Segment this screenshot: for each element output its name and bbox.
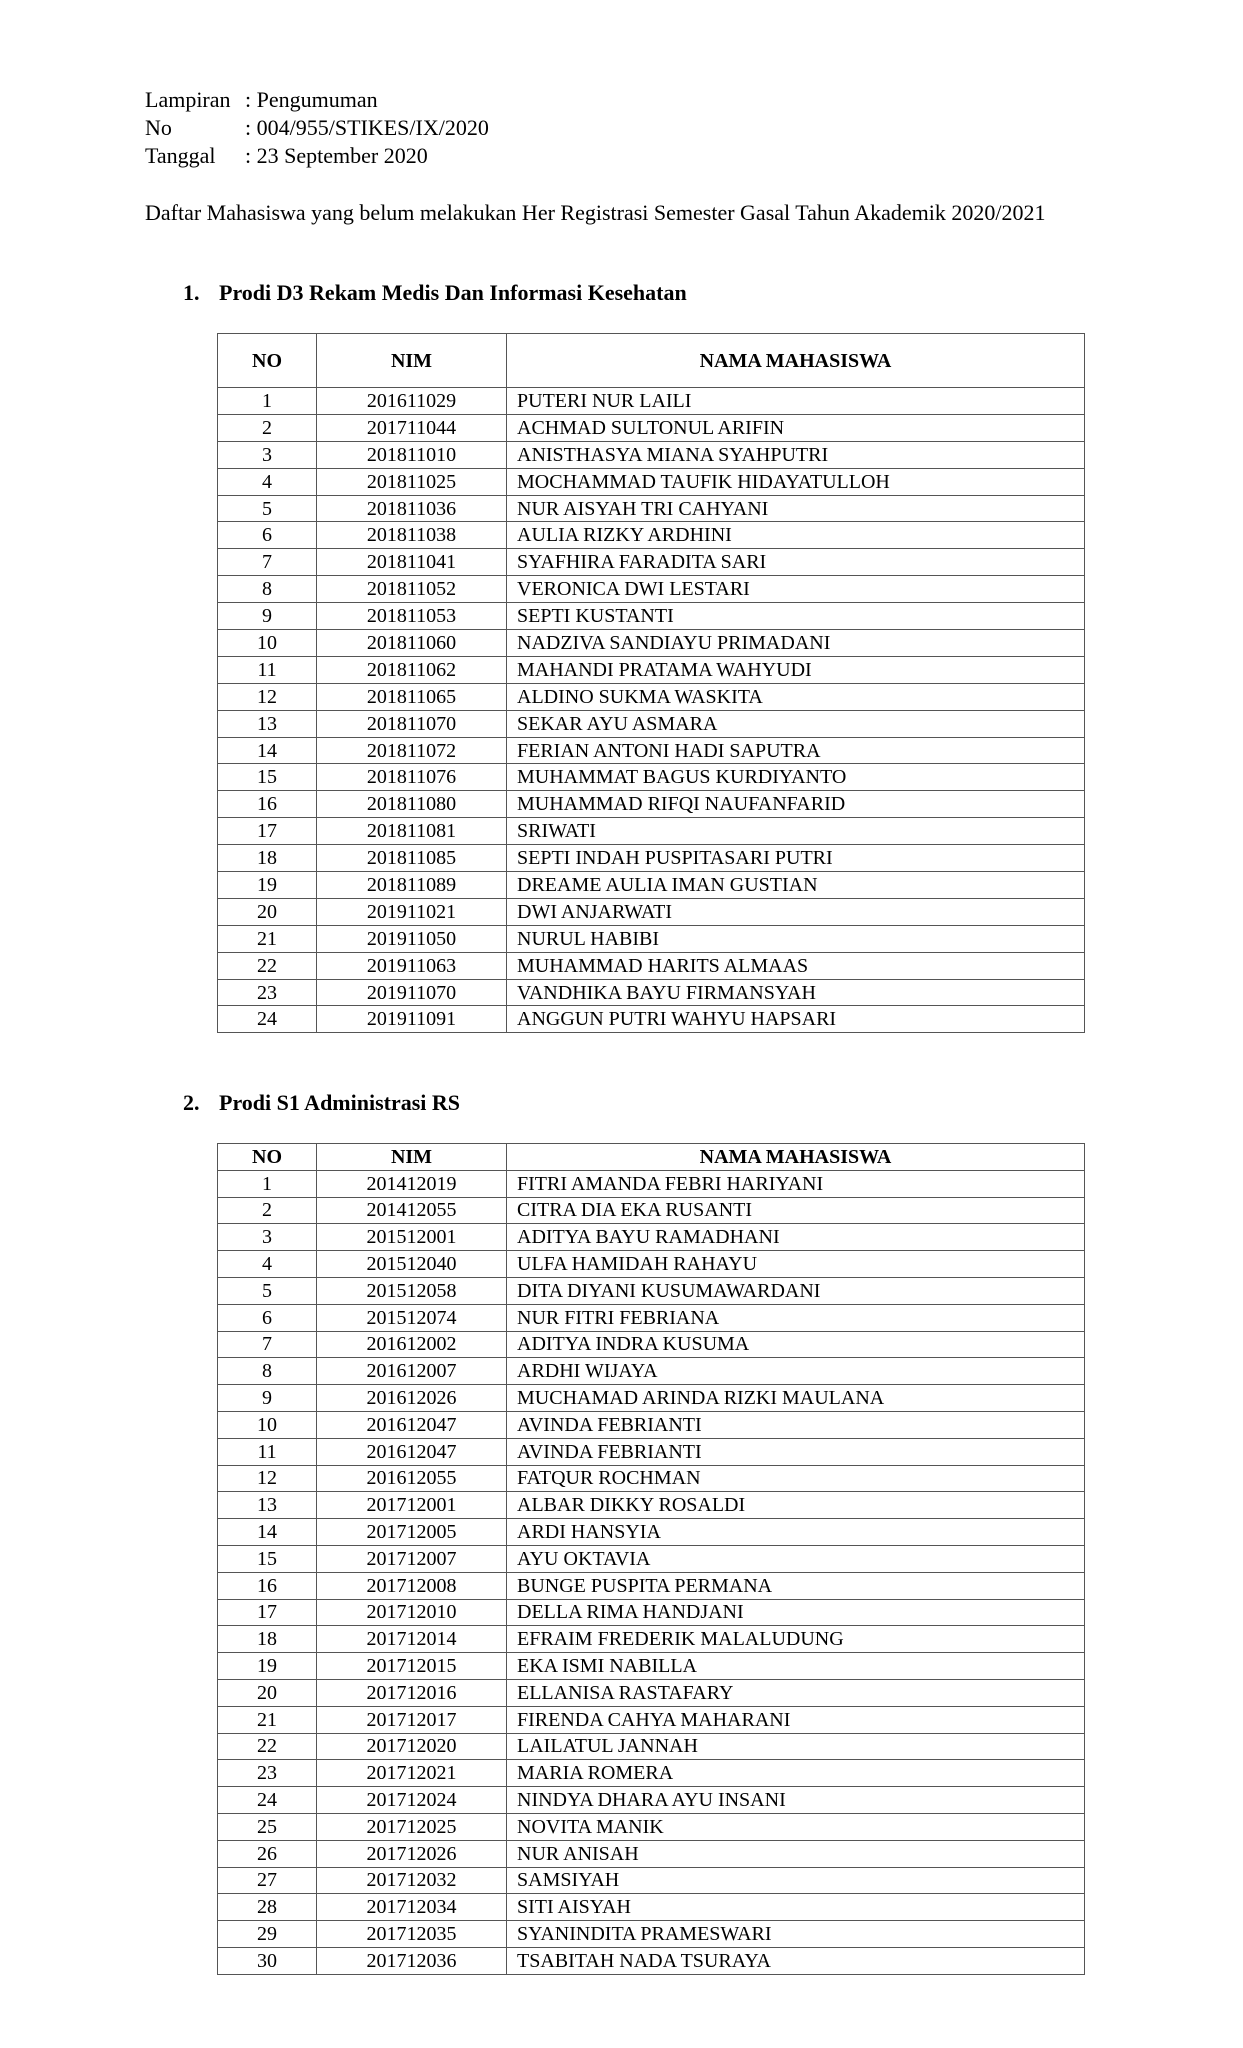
student-nim: 201911063	[317, 952, 507, 979]
student-nim: 201811085	[317, 845, 507, 872]
student-nim: 201911021	[317, 898, 507, 925]
row-number: 9	[218, 603, 317, 630]
student-name: BUNGE PUSPITA PERMANA	[507, 1572, 1085, 1599]
row-number: 18	[218, 1626, 317, 1653]
row-number: 19	[218, 1653, 317, 1680]
student-name: MUHAMMAT BAGUS KURDIYANTO	[507, 764, 1085, 791]
student-name: NOVITA MANIK	[507, 1813, 1085, 1840]
row-number: 17	[218, 818, 317, 845]
column-header-no: NO	[218, 1144, 317, 1171]
row-number: 3	[218, 441, 317, 468]
student-nim: 201612026	[317, 1385, 507, 1412]
row-number: 8	[218, 1358, 317, 1385]
student-name: EFRAIM FREDERIK MALALUDUNG	[507, 1626, 1085, 1653]
student-name: DITA DIYANI KUSUMAWARDANI	[507, 1277, 1085, 1304]
table-row	[218, 1224, 1085, 1251]
student-name: SYANINDITA PRAMESWARI	[507, 1921, 1085, 1948]
row-number: 17	[218, 1599, 317, 1626]
section-title	[183, 279, 687, 307]
row-number: 15	[218, 1545, 317, 1572]
table-row	[218, 979, 1085, 1006]
column-header-nim: NIM	[317, 1144, 507, 1171]
student-name: ARDHI WIJAYA	[507, 1358, 1085, 1385]
table-row	[218, 737, 1085, 764]
student-nim: 201712014	[317, 1626, 507, 1653]
row-number: 1	[218, 1170, 317, 1197]
table-row	[218, 683, 1085, 710]
number-label: No	[145, 115, 172, 140]
student-name: NINDYA DHARA AYU INSANI	[507, 1787, 1085, 1814]
student-nim: 201811041	[317, 549, 507, 576]
row-number: 7	[218, 549, 317, 576]
section-title	[183, 1089, 460, 1117]
student-name: SITI AISYAH	[507, 1894, 1085, 1921]
student-nim: 201811072	[317, 737, 507, 764]
table-row	[218, 388, 1085, 415]
student-name: MUHAMMAD HARITS ALMAAS	[507, 952, 1085, 979]
row-number: 7	[218, 1331, 317, 1358]
table-body	[218, 1170, 1085, 1974]
table-row	[218, 549, 1085, 576]
lampiran-value: : Pengumuman	[245, 87, 378, 112]
row-number: 24	[218, 1006, 317, 1033]
student-name: ACHMAD SULTONUL ARIFIN	[507, 414, 1085, 441]
table-row	[218, 1331, 1085, 1358]
row-number: 30	[218, 1947, 317, 1974]
student-nim: 201712026	[317, 1840, 507, 1867]
student-name: ADITYA INDRA KUSUMA	[507, 1331, 1085, 1358]
row-number: 8	[218, 576, 317, 603]
student-nim: 201712036	[317, 1947, 507, 1974]
student-name: VERONICA DWI LESTARI	[507, 576, 1085, 603]
table-row	[218, 522, 1085, 549]
student-name: NUR AISYAH TRI CAHYANI	[507, 495, 1085, 522]
table-row	[218, 1679, 1085, 1706]
row-number: 24	[218, 1787, 317, 1814]
student-name: LAILATUL JANNAH	[507, 1733, 1085, 1760]
student-name: ANGGUN PUTRI WAHYU HAPSARI	[507, 1006, 1085, 1033]
student-nim: 201811053	[317, 603, 507, 630]
student-table	[217, 333, 1085, 1033]
table-row	[218, 1653, 1085, 1680]
row-number: 18	[218, 845, 317, 872]
intro-paragraph: Daftar Mahasiswa yang belum melakukan Her Registrasi Semester Gasal Tahun Akademik 2020/2021	[145, 200, 1046, 225]
table-row	[218, 1626, 1085, 1653]
table-row	[218, 1358, 1085, 1385]
table-row	[218, 468, 1085, 495]
section-number: 2.	[183, 1090, 200, 1115]
row-number: 4	[218, 1251, 317, 1278]
student-nim: 201811052	[317, 576, 507, 603]
student-name: FERIAN ANTONI HADI SAPUTRA	[507, 737, 1085, 764]
table-row	[218, 1572, 1085, 1599]
table-row	[218, 1599, 1085, 1626]
student-name: AULIA RIZKY ARDHINI	[507, 522, 1085, 549]
student-name: AVINDA FEBRIANTI	[507, 1411, 1085, 1438]
student-name: FIRENDA CAHYA MAHARANI	[507, 1706, 1085, 1733]
student-name: ADITYA BAYU RAMADHANI	[507, 1224, 1085, 1251]
student-name: ARDI HANSYIA	[507, 1519, 1085, 1546]
student-name: SRIWATI	[507, 818, 1085, 845]
row-number: 13	[218, 710, 317, 737]
student-nim: 201512040	[317, 1251, 507, 1278]
row-number: 5	[218, 1277, 317, 1304]
student-nim: 201811080	[317, 791, 507, 818]
table-row	[218, 1006, 1085, 1033]
row-number: 12	[218, 683, 317, 710]
student-nim: 201811062	[317, 656, 507, 683]
student-name: MAHANDI PRATAMA WAHYUDI	[507, 656, 1085, 683]
table-row	[218, 1733, 1085, 1760]
column-header-name: NAMA MAHASISWA	[507, 1144, 1085, 1171]
student-name: EKA ISMI NABILLA	[507, 1653, 1085, 1680]
student-nim: 201811065	[317, 683, 507, 710]
table-row	[218, 1519, 1085, 1546]
lampiran-row	[145, 86, 489, 114]
student-nim: 201512001	[317, 1224, 507, 1251]
table-row	[218, 1840, 1085, 1867]
student-nim: 201911091	[317, 1006, 507, 1033]
student-nim: 201911070	[317, 979, 507, 1006]
table-row	[218, 1170, 1085, 1197]
table-row	[218, 1411, 1085, 1438]
row-number: 26	[218, 1840, 317, 1867]
table-row	[218, 495, 1085, 522]
table-header-row	[218, 334, 1085, 388]
student-nim: 201811036	[317, 495, 507, 522]
table-row	[218, 1894, 1085, 1921]
row-number: 22	[218, 1733, 317, 1760]
row-number: 16	[218, 1572, 317, 1599]
table-row	[218, 1760, 1085, 1787]
number-value: : 004/955/STIKES/IX/2020	[245, 115, 489, 140]
student-nim: 201712015	[317, 1653, 507, 1680]
student-name: NUR FITRI FEBRIANA	[507, 1304, 1085, 1331]
student-nim: 201712016	[317, 1679, 507, 1706]
student-nim: 201712025	[317, 1813, 507, 1840]
student-nim: 201811060	[317, 630, 507, 657]
letter-header	[145, 86, 489, 170]
student-nim: 201811070	[317, 710, 507, 737]
row-number: 23	[218, 979, 317, 1006]
row-number: 12	[218, 1465, 317, 1492]
student-name: SEPTI KUSTANTI	[507, 603, 1085, 630]
table-row	[218, 1947, 1085, 1974]
row-number: 14	[218, 1519, 317, 1546]
student-nim: 201911050	[317, 925, 507, 952]
column-header-nim: NIM	[317, 334, 507, 388]
row-number: 10	[218, 1411, 317, 1438]
student-name: DREAME AULIA IMAN GUSTIAN	[507, 872, 1085, 899]
row-number: 9	[218, 1385, 317, 1412]
row-number: 2	[218, 414, 317, 441]
student-nim: 201512074	[317, 1304, 507, 1331]
student-nim: 201512058	[317, 1277, 507, 1304]
table-row	[218, 898, 1085, 925]
table-row	[218, 1438, 1085, 1465]
student-nim: 201612047	[317, 1411, 507, 1438]
row-number: 11	[218, 656, 317, 683]
student-nim: 201612002	[317, 1331, 507, 1358]
row-number: 25	[218, 1813, 317, 1840]
table-row	[218, 952, 1085, 979]
student-name: MUHAMMAD RIFQI NAUFANFARID	[507, 791, 1085, 818]
table-row	[218, 1787, 1085, 1814]
student-name: CITRA DIA EKA RUSANTI	[507, 1197, 1085, 1224]
student-name: SYAFHIRA FARADITA SARI	[507, 549, 1085, 576]
student-nim: 201612007	[317, 1358, 507, 1385]
row-number: 6	[218, 522, 317, 549]
student-nim: 201712001	[317, 1492, 507, 1519]
table-row	[218, 791, 1085, 818]
student-nim: 201712032	[317, 1867, 507, 1894]
table-body	[218, 388, 1085, 1033]
date-value: : 23 September 2020	[245, 143, 428, 168]
table-row	[218, 414, 1085, 441]
table-row	[218, 764, 1085, 791]
row-number: 6	[218, 1304, 317, 1331]
student-name: NADZIVA SANDIAYU PRIMADANI	[507, 630, 1085, 657]
row-number: 5	[218, 495, 317, 522]
student-nim: 201811010	[317, 441, 507, 468]
student-name: ELLANISA RASTAFARY	[507, 1679, 1085, 1706]
row-number: 21	[218, 1706, 317, 1733]
student-name: AVINDA FEBRIANTI	[507, 1438, 1085, 1465]
row-number: 29	[218, 1921, 317, 1948]
student-nim: 201712024	[317, 1787, 507, 1814]
student-name: NUR ANISAH	[507, 1840, 1085, 1867]
table-header-row	[218, 1144, 1085, 1171]
student-name: ULFA HAMIDAH RAHAYU	[507, 1251, 1085, 1278]
student-nim: 201612047	[317, 1438, 507, 1465]
row-number: 10	[218, 630, 317, 657]
student-nim: 201612055	[317, 1465, 507, 1492]
row-number: 11	[218, 1438, 317, 1465]
student-name: NURUL HABIBI	[507, 925, 1085, 952]
student-nim: 201712008	[317, 1572, 507, 1599]
row-number: 23	[218, 1760, 317, 1787]
student-nim: 201712020	[317, 1733, 507, 1760]
student-nim: 201712017	[317, 1706, 507, 1733]
table-row	[218, 1277, 1085, 1304]
table-row	[218, 1385, 1085, 1412]
row-number: 19	[218, 872, 317, 899]
student-name: SEKAR AYU ASMARA	[507, 710, 1085, 737]
table-row	[218, 630, 1085, 657]
student-nim: 201811038	[317, 522, 507, 549]
row-number: 4	[218, 468, 317, 495]
student-nim: 201412055	[317, 1197, 507, 1224]
row-number: 15	[218, 764, 317, 791]
table-row	[218, 1706, 1085, 1733]
student-nim: 201712035	[317, 1921, 507, 1948]
student-name: MOCHAMMAD TAUFIK HIDAYATULLOH	[507, 468, 1085, 495]
row-number: 2	[218, 1197, 317, 1224]
row-number: 28	[218, 1894, 317, 1921]
row-number: 1	[218, 388, 317, 415]
table-row	[218, 845, 1085, 872]
table-row	[218, 925, 1085, 952]
row-number: 20	[218, 898, 317, 925]
student-nim: 201412019	[317, 1170, 507, 1197]
table-row	[218, 1921, 1085, 1948]
table-row	[218, 576, 1085, 603]
table-row	[218, 1867, 1085, 1894]
student-nim: 201811089	[317, 872, 507, 899]
student-name: FATQUR ROCHMAN	[507, 1465, 1085, 1492]
student-nim: 201712007	[317, 1545, 507, 1572]
table-row	[218, 1251, 1085, 1278]
student-name: MARIA ROMERA	[507, 1760, 1085, 1787]
student-name: PUTERI NUR LAILI	[507, 388, 1085, 415]
student-nim: 201611029	[317, 388, 507, 415]
table-row	[218, 1813, 1085, 1840]
row-number: 13	[218, 1492, 317, 1519]
student-nim: 201811081	[317, 818, 507, 845]
student-nim: 201811025	[317, 468, 507, 495]
student-name: AYU OKTAVIA	[507, 1545, 1085, 1572]
student-table	[217, 1143, 1085, 1975]
table-row	[218, 1492, 1085, 1519]
table-row	[218, 1545, 1085, 1572]
table-row	[218, 818, 1085, 845]
table-row	[218, 710, 1085, 737]
student-nim: 201712005	[317, 1519, 507, 1546]
column-header-no: NO	[218, 334, 317, 388]
student-name: FITRI AMANDA FEBRI HARIYANI	[507, 1170, 1085, 1197]
student-nim: 201811076	[317, 764, 507, 791]
row-number: 21	[218, 925, 317, 952]
row-number: 20	[218, 1679, 317, 1706]
section-name: Prodi S1 Administrasi RS	[219, 1090, 461, 1115]
row-number: 14	[218, 737, 317, 764]
lampiran-label: Lampiran	[145, 87, 231, 112]
student-name: TSABITAH NADA TSURAYA	[507, 1947, 1085, 1974]
student-name: DELLA RIMA HANDJANI	[507, 1599, 1085, 1626]
student-name: MUCHAMAD ARINDA RIZKI MAULANA	[507, 1385, 1085, 1412]
student-name: ALBAR DIKKY ROSALDI	[507, 1492, 1085, 1519]
table-row	[218, 441, 1085, 468]
table-row	[218, 1197, 1085, 1224]
row-number: 22	[218, 952, 317, 979]
student-nim: 201712021	[317, 1760, 507, 1787]
section-number: 1.	[183, 280, 200, 305]
table-row	[218, 1465, 1085, 1492]
table-row	[218, 872, 1085, 899]
date-row	[145, 142, 489, 170]
section-name: Prodi D3 Rekam Medis Dan Informasi Kesehatan	[219, 280, 687, 305]
student-nim: 201711044	[317, 414, 507, 441]
student-name: DWI ANJARWATI	[507, 898, 1085, 925]
student-nim: 201712034	[317, 1894, 507, 1921]
column-header-name: NAMA MAHASISWA	[507, 334, 1085, 388]
row-number: 3	[218, 1224, 317, 1251]
student-name: ANISTHASYA MIANA SYAHPUTRI	[507, 441, 1085, 468]
date-label: Tanggal	[145, 143, 216, 168]
student-name: SEPTI INDAH PUSPITASARI PUTRI	[507, 845, 1085, 872]
table-row	[218, 603, 1085, 630]
row-number: 27	[218, 1867, 317, 1894]
student-nim: 201712010	[317, 1599, 507, 1626]
student-name: ALDINO SUKMA WASKITA	[507, 683, 1085, 710]
student-name: VANDHIKA BAYU FIRMANSYAH	[507, 979, 1085, 1006]
table-row	[218, 1304, 1085, 1331]
table-row	[218, 656, 1085, 683]
row-number: 16	[218, 791, 317, 818]
number-row	[145, 114, 489, 142]
student-name: SAMSIYAH	[507, 1867, 1085, 1894]
